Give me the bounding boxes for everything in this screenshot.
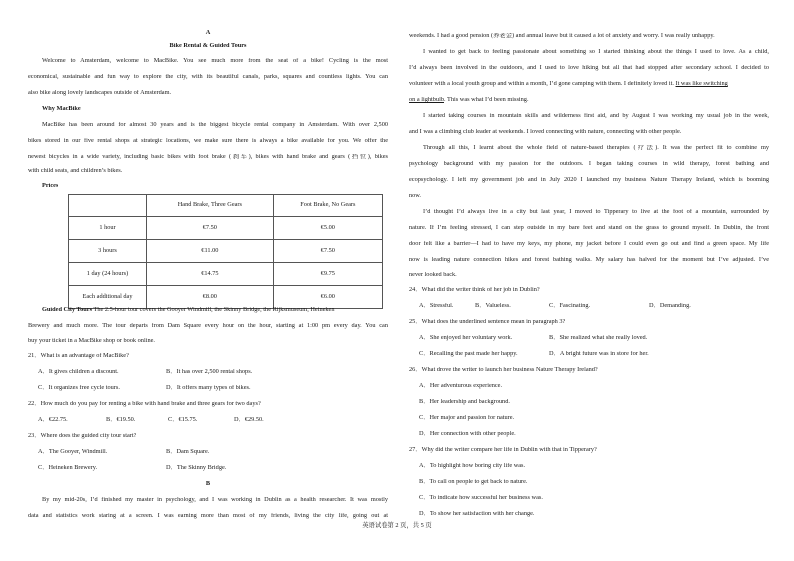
table-header-cell — [69, 195, 147, 217]
table-row — [69, 240, 383, 263]
p5-line: door felt like a barrier—I had to have my keys, my phone, my jacket before I could even go out and find a green space. My life — [409, 241, 769, 247]
table-cell: 1 day (24 hours) — [69, 263, 147, 286]
p4-line: ecopsychology. I left my government job and in July 2020 I launched my business Nature Therapy Ireland, which is booming — [409, 177, 769, 183]
passage-b-line: By my mid-20s, I’d finished my master in psychology, and I was working in Dublin as a health researcher. It was mostly — [42, 497, 388, 503]
prices-heading: Prices — [42, 183, 59, 189]
option[interactable]: B．Valueless. — [475, 303, 511, 309]
option[interactable]: A．The Gooyer, Windmill. — [38, 449, 108, 455]
table-header-cell: Foot Brake, No Gears — [273, 195, 382, 217]
p2-line — [409, 81, 769, 87]
option[interactable]: D．It offers many types of bikes. — [166, 385, 251, 391]
page-footer: 英语试卷第 2 页，共 5 页 — [362, 522, 432, 529]
option[interactable]: B．She realized what she really loved. — [549, 335, 648, 341]
table-row — [69, 217, 383, 240]
option[interactable]: A．€22.75. — [38, 417, 68, 423]
intro-line: also bike along lovely landscapes outside of Amsterdam. — [28, 90, 172, 96]
option[interactable]: D．Demanding. — [649, 303, 691, 309]
tour-line: Brewery and much more. The tour departs from Dam Square every hour on the hour, starting at 1:00 pm every day. You can — [28, 323, 388, 329]
option[interactable]: A．She enjoyed her voluntary work. — [419, 335, 513, 341]
question-stem: 27．Why did the writer compare her life in Dublin with that in Tipperary? — [409, 447, 597, 453]
prices-table — [68, 194, 383, 309]
p3-line: I started taking courses in mountain skills and wilderness first aid, and by August I was working my usual job in the week, — [423, 113, 769, 119]
p5-line: never looked back. — [409, 272, 457, 278]
p4-line: now. — [409, 193, 422, 199]
underlined-sentence: on a lightbulb — [409, 97, 444, 103]
p2-tail: . This was what I’d been missing. — [443, 97, 529, 103]
table-cell: 1 hour — [69, 217, 147, 240]
tour-text: The 2.5-hour tour covers the Gooyer Windmill, the Skinny Bridge, the Rijksmuseum, Heineken — [93, 307, 335, 313]
option[interactable]: C．€15.75. — [168, 417, 198, 423]
table-cell: 3 hours — [69, 240, 147, 263]
table-cell: €9.75 — [273, 263, 382, 286]
question-stem: 21．What is an advantage of MacBike? — [28, 353, 129, 359]
option[interactable]: C．To indicate how successful her business was. — [419, 495, 543, 501]
option[interactable]: B．To call on people to get back to nature. — [419, 479, 528, 485]
p4-line: Through all this, I learnt about the whole field of nature-based therapies (疗法). It was the perfect fit to combine my — [423, 145, 769, 151]
option[interactable]: B．Dam Square. — [166, 449, 210, 455]
why-line: MacBike has been around for almost 30 years and is the biggest bicycle rental company in Amsterdam. With over 2,500 — [42, 122, 388, 128]
why-line: with child seats, and children’s bikes. — [28, 168, 123, 174]
intro-line: Welcome to Amsterdam, welcome to MacBike. You see much more from the seat of a bike! Cycling is the most — [42, 58, 388, 64]
tour-label: Guided City Tours — [42, 307, 93, 313]
table-header-row — [69, 195, 383, 217]
option[interactable]: B．It has over 2,500 rental shops. — [166, 369, 253, 375]
option[interactable]: A．To highlight how boring city life was. — [419, 463, 526, 469]
table-cell: €8.00 — [147, 286, 274, 309]
question-stem: 22．How much do you pay for renting a bike with hand brake and three gears for two days? — [28, 401, 261, 407]
option[interactable]: C．It organizes free cycle tours. — [38, 385, 120, 391]
option[interactable]: D．To show her satisfaction with her change. — [419, 511, 535, 517]
option[interactable]: C．Heineken Brewery. — [38, 465, 98, 471]
option[interactable]: D．Her connection with other people. — [419, 431, 516, 437]
p2-line — [409, 97, 529, 103]
table-cell: €6.00 — [273, 286, 382, 309]
table-header-cell: Hand Brake, Three Gears — [147, 195, 274, 217]
table-cell: €14.75 — [147, 263, 274, 286]
why-line: bikes stored in our five rental shops at strategic locations, we make sure there is always a bike available for you. We offer the — [28, 138, 388, 144]
p2-line: I wanted to get back to feeling passionate about something so I started thinking about the things I used to love. As a child, — [423, 49, 769, 55]
table-row — [69, 263, 383, 286]
intro-line: economical, sustainable and fun way to explore the city, with its beautiful canals, parks, squares and countless lights. You can — [28, 74, 388, 80]
p1-line: weekends. I had a good pension (养老金) and annual leave but it caused a lot of anxiety and worry. I was really unhappy. — [409, 33, 715, 39]
passage-b-line: data and statistics work staring at a screen. I was earning more than most of my friends, living the city life, going out at — [28, 513, 388, 519]
p5-line: I’d thought I’d always live in a city but last year, I moved to Tipperary to live at the foot of a mountain, surrounded by — [423, 209, 769, 215]
p4-line: psychology background with my passion for the outdoors. I began taking courses in wild therapy, forest bathing and — [409, 161, 769, 167]
tour-line: buy your ticket in a MacBike shop or book online. — [28, 338, 155, 344]
option[interactable]: D．The Skinny Bridge. — [166, 465, 227, 471]
passage-a-title: Bike Rental & Guided Tours — [169, 43, 247, 49]
option[interactable]: B．€19.50. — [106, 417, 136, 423]
underlined-sentence: It was like switching — [675, 81, 728, 87]
table-cell: €7.50 — [273, 240, 382, 263]
table-cell: Each additional day — [69, 286, 147, 309]
option[interactable]: C．Her major and passion for nature. — [419, 415, 515, 421]
p2-text: volunteer with a local youth group and within a month, I’d gone camping with them. I definitely loved it. — [409, 81, 674, 87]
option[interactable]: C．Fascinating. — [549, 303, 591, 309]
question-stem: 26．What drove the writer to launch her business Nature Therapy Ireland? — [409, 367, 598, 373]
option[interactable]: D．€29.50. — [234, 417, 264, 423]
passage-b-letter: B — [205, 481, 211, 487]
table-row — [69, 286, 383, 309]
table-cell: €5.00 — [273, 217, 382, 240]
p2-line: I’d always been involved in the outdoors, and I used to love hiking but all that had stopped after secondary school. I decided to — [409, 65, 769, 71]
why-heading: Why MacBike — [42, 106, 81, 112]
option[interactable]: C．Recalling the past made her happy. — [419, 351, 518, 357]
option[interactable]: A．Stressful. — [419, 303, 454, 309]
table-cell: €11.00 — [147, 240, 274, 263]
option[interactable]: D．A bright future was in store for her. — [549, 351, 649, 357]
question-stem: 24．What did the writer think of her job in Dublin? — [409, 287, 540, 293]
table-cell: €7.50 — [147, 217, 274, 240]
p5-line: nature. If I’m feeling stressed, I can step outside in my bare feet and stand on the grass to ground myself. In Dublin, the front — [409, 225, 769, 231]
p3-line: and I was a climbing club leader at weekends. I loved connecting with nature, connecting with other people. — [409, 129, 682, 135]
why-line: newest bicycles in a wide variety, including basic bikes with foot brake (刹车), bikes with hand brake and gears (挡位), bikes — [28, 154, 388, 160]
option[interactable]: A．It gives children a discount. — [38, 369, 119, 375]
passage-a-letter: A — [205, 30, 211, 36]
question-stem: 23．Where does the guided city tour start? — [28, 433, 137, 439]
p5-line: now is leading nature connection hikes and forest bathing walks. My salary has halved for the moment but I’ve adjusted. I’ve — [409, 257, 769, 263]
option[interactable]: A．Her adventurous experience. — [419, 383, 503, 389]
question-stem: 25．What does the underlined sentence mean in paragraph 3? — [409, 319, 566, 325]
option[interactable]: B．Her leadership and background. — [419, 399, 510, 405]
tour-line — [42, 307, 388, 313]
